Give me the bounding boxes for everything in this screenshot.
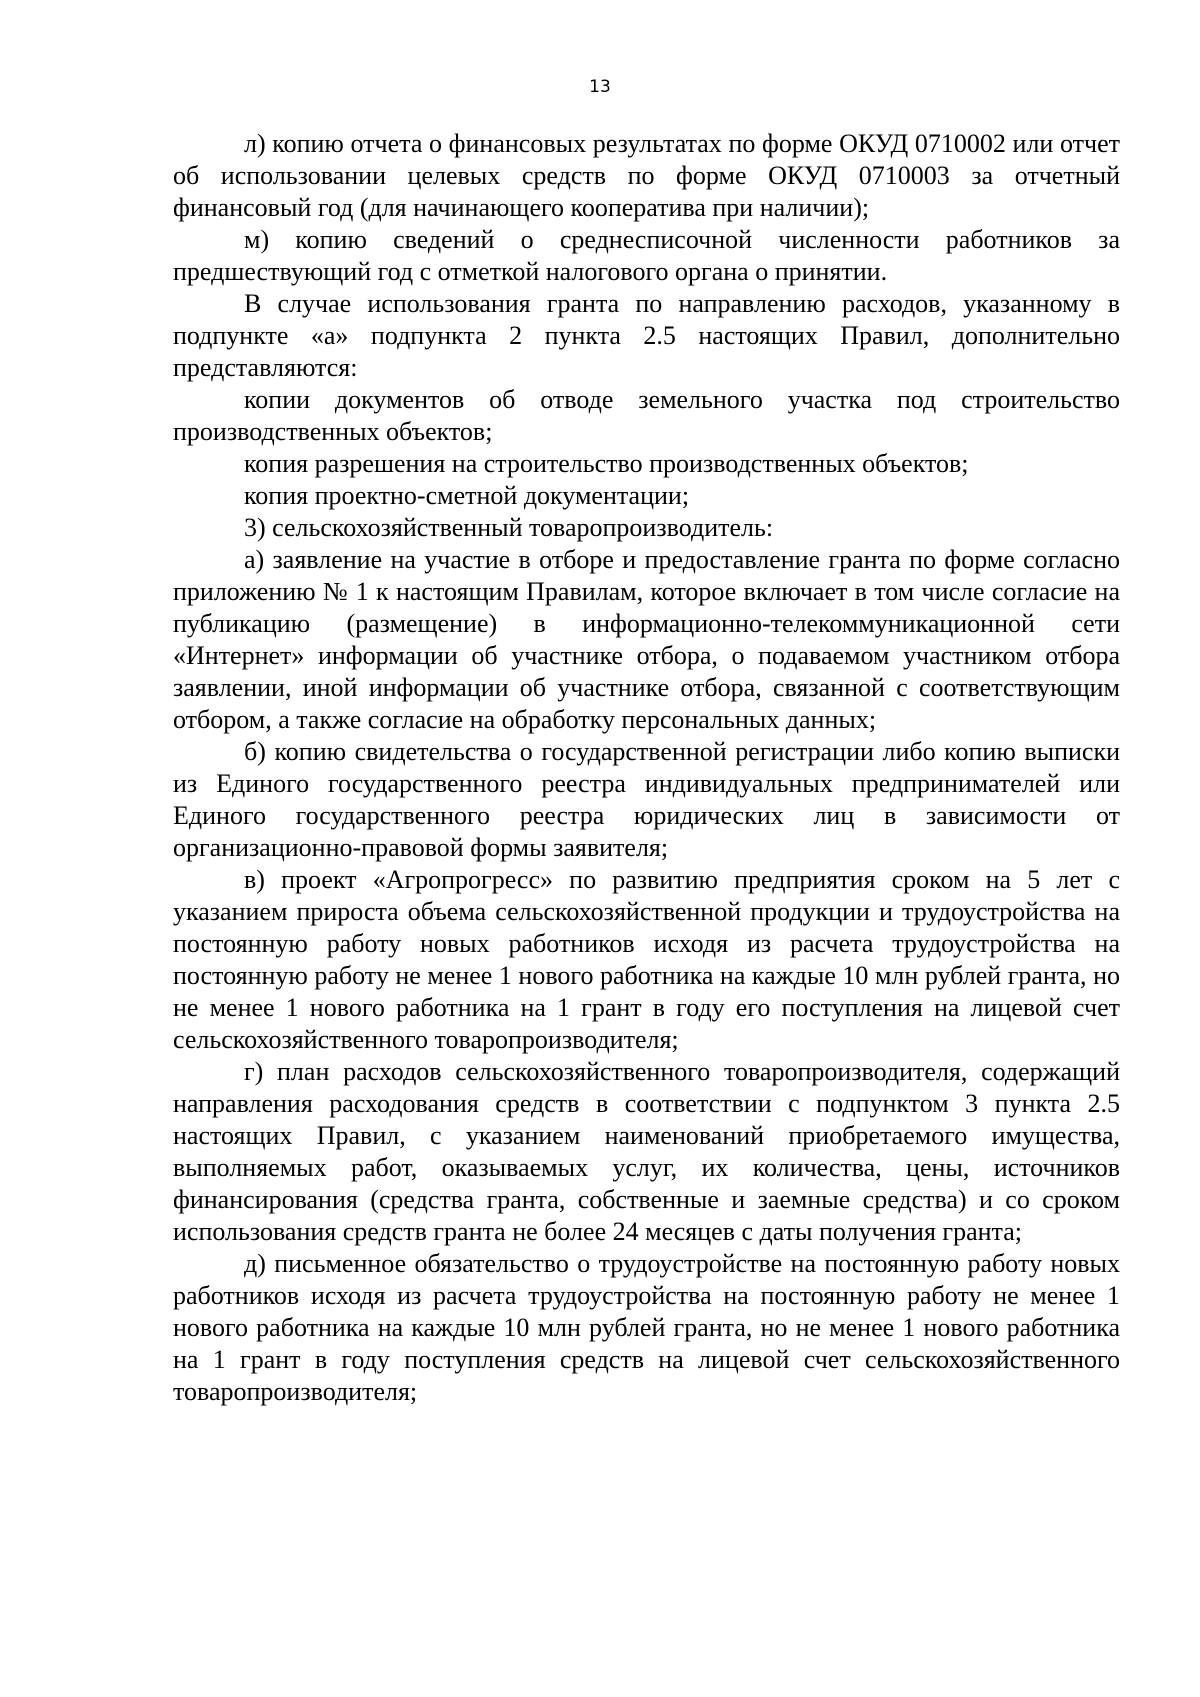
paragraph-construction-permit: копия разрешения на строительство производственных объектов; — [244, 449, 969, 478]
paragraph-grant-usage-case: В случае использования гранта по направлению расходов, указанному в подпункте «а» подпункта 2 пункта 2.5 настоящих Правил, дополнительно представляются: — [173, 289, 1120, 382]
paragraph-b-registration: б) копию свидетельства о государственной регистрации либо копию выписки из Единого государственного реестра индивидуальных предпринимателей или Единого государственного реестра юридических лиц в зависимости от организационно-правовой формы заявителя; — [173, 737, 1120, 862]
paragraph-3-producer: 3) сельскохозяйственный товаропроизводитель: — [244, 513, 774, 542]
paragraph-a-application: а) заявление на участие в отборе и предоставление гранта по форме согласно приложению № 1 к настоящим Правилам, которое включает в том числе согласие на публикацию (размещение) в информационно-телекоммуникационной сети «Интернет» информации об участнике отбора, о подаваемом участником отбора заявлении, иной информации об участнике отбора, связанной с соответствующим отбором, а также согласие на обработку персональных данных; — [173, 545, 1120, 734]
document-body — [173, 128, 1120, 1408]
paragraph-v-agroprogress: в) проект «Агропрогресс» по развитию предприятия сроком на 5 лет с указанием прироста объема сельскохозяйственной продукции и трудоустройства на постоянную работу новых работников исходя из расчета трудоустройства на постоянную работу не менее 1 нового работника на каждые 10 млн рублей гранта, но не менее 1 нового работника на 1 грант в году его поступления на лицевой счет сельскохозяйственного товаропроизводителя; — [173, 865, 1120, 1054]
paragraph-design-documentation: копия проектно-сметной документации; — [244, 481, 690, 510]
paragraph-d-employment-obligation: д) письменное обязательство о трудоустройстве на постоянную работу новых работников исходя из расчета трудоустройства на постоянную работу не менее 1 нового работника на каждые 10 млн рублей гранта, но не менее 1 нового работника на 1 грант в году поступления средств на лицевой счет сельскохозяйственного товаропроизводителя; — [173, 1249, 1120, 1406]
page-number: 13 — [589, 77, 611, 97]
paragraph-g-expense-plan: г) план расходов сельскохозяйственного товаропроизводителя, содержащий направления расходования средств в соответствии с подпунктом 3 пункта 2.5 настоящих Правил, с указанием наименований приобретаемого имущества, выполняемых работ, оказываемых услуг, их количества, цены, источников финансирования (средства гранта, собственные и заемные средства) и со сроком использования средств гранта не более 24 месяцев с даты получения гранта; — [173, 1057, 1120, 1246]
paragraph-l-report-copy: л) копию отчета о финансовых результатах по форме ОКУД 0710002 или отчет об использовании целевых средств по форме ОКУД 0710003 за отчетный финансовый год (для начинающего кооператива при наличии); — [173, 129, 1120, 222]
paragraph-m-staff-info: м) копию сведений о среднесписочной численности работников за предшествующий год с отметкой налогового органа о принятии. — [173, 225, 1120, 286]
paragraph-land-documents: копии документов об отводе земельного участка под строительство производственных объектов; — [173, 385, 1120, 446]
